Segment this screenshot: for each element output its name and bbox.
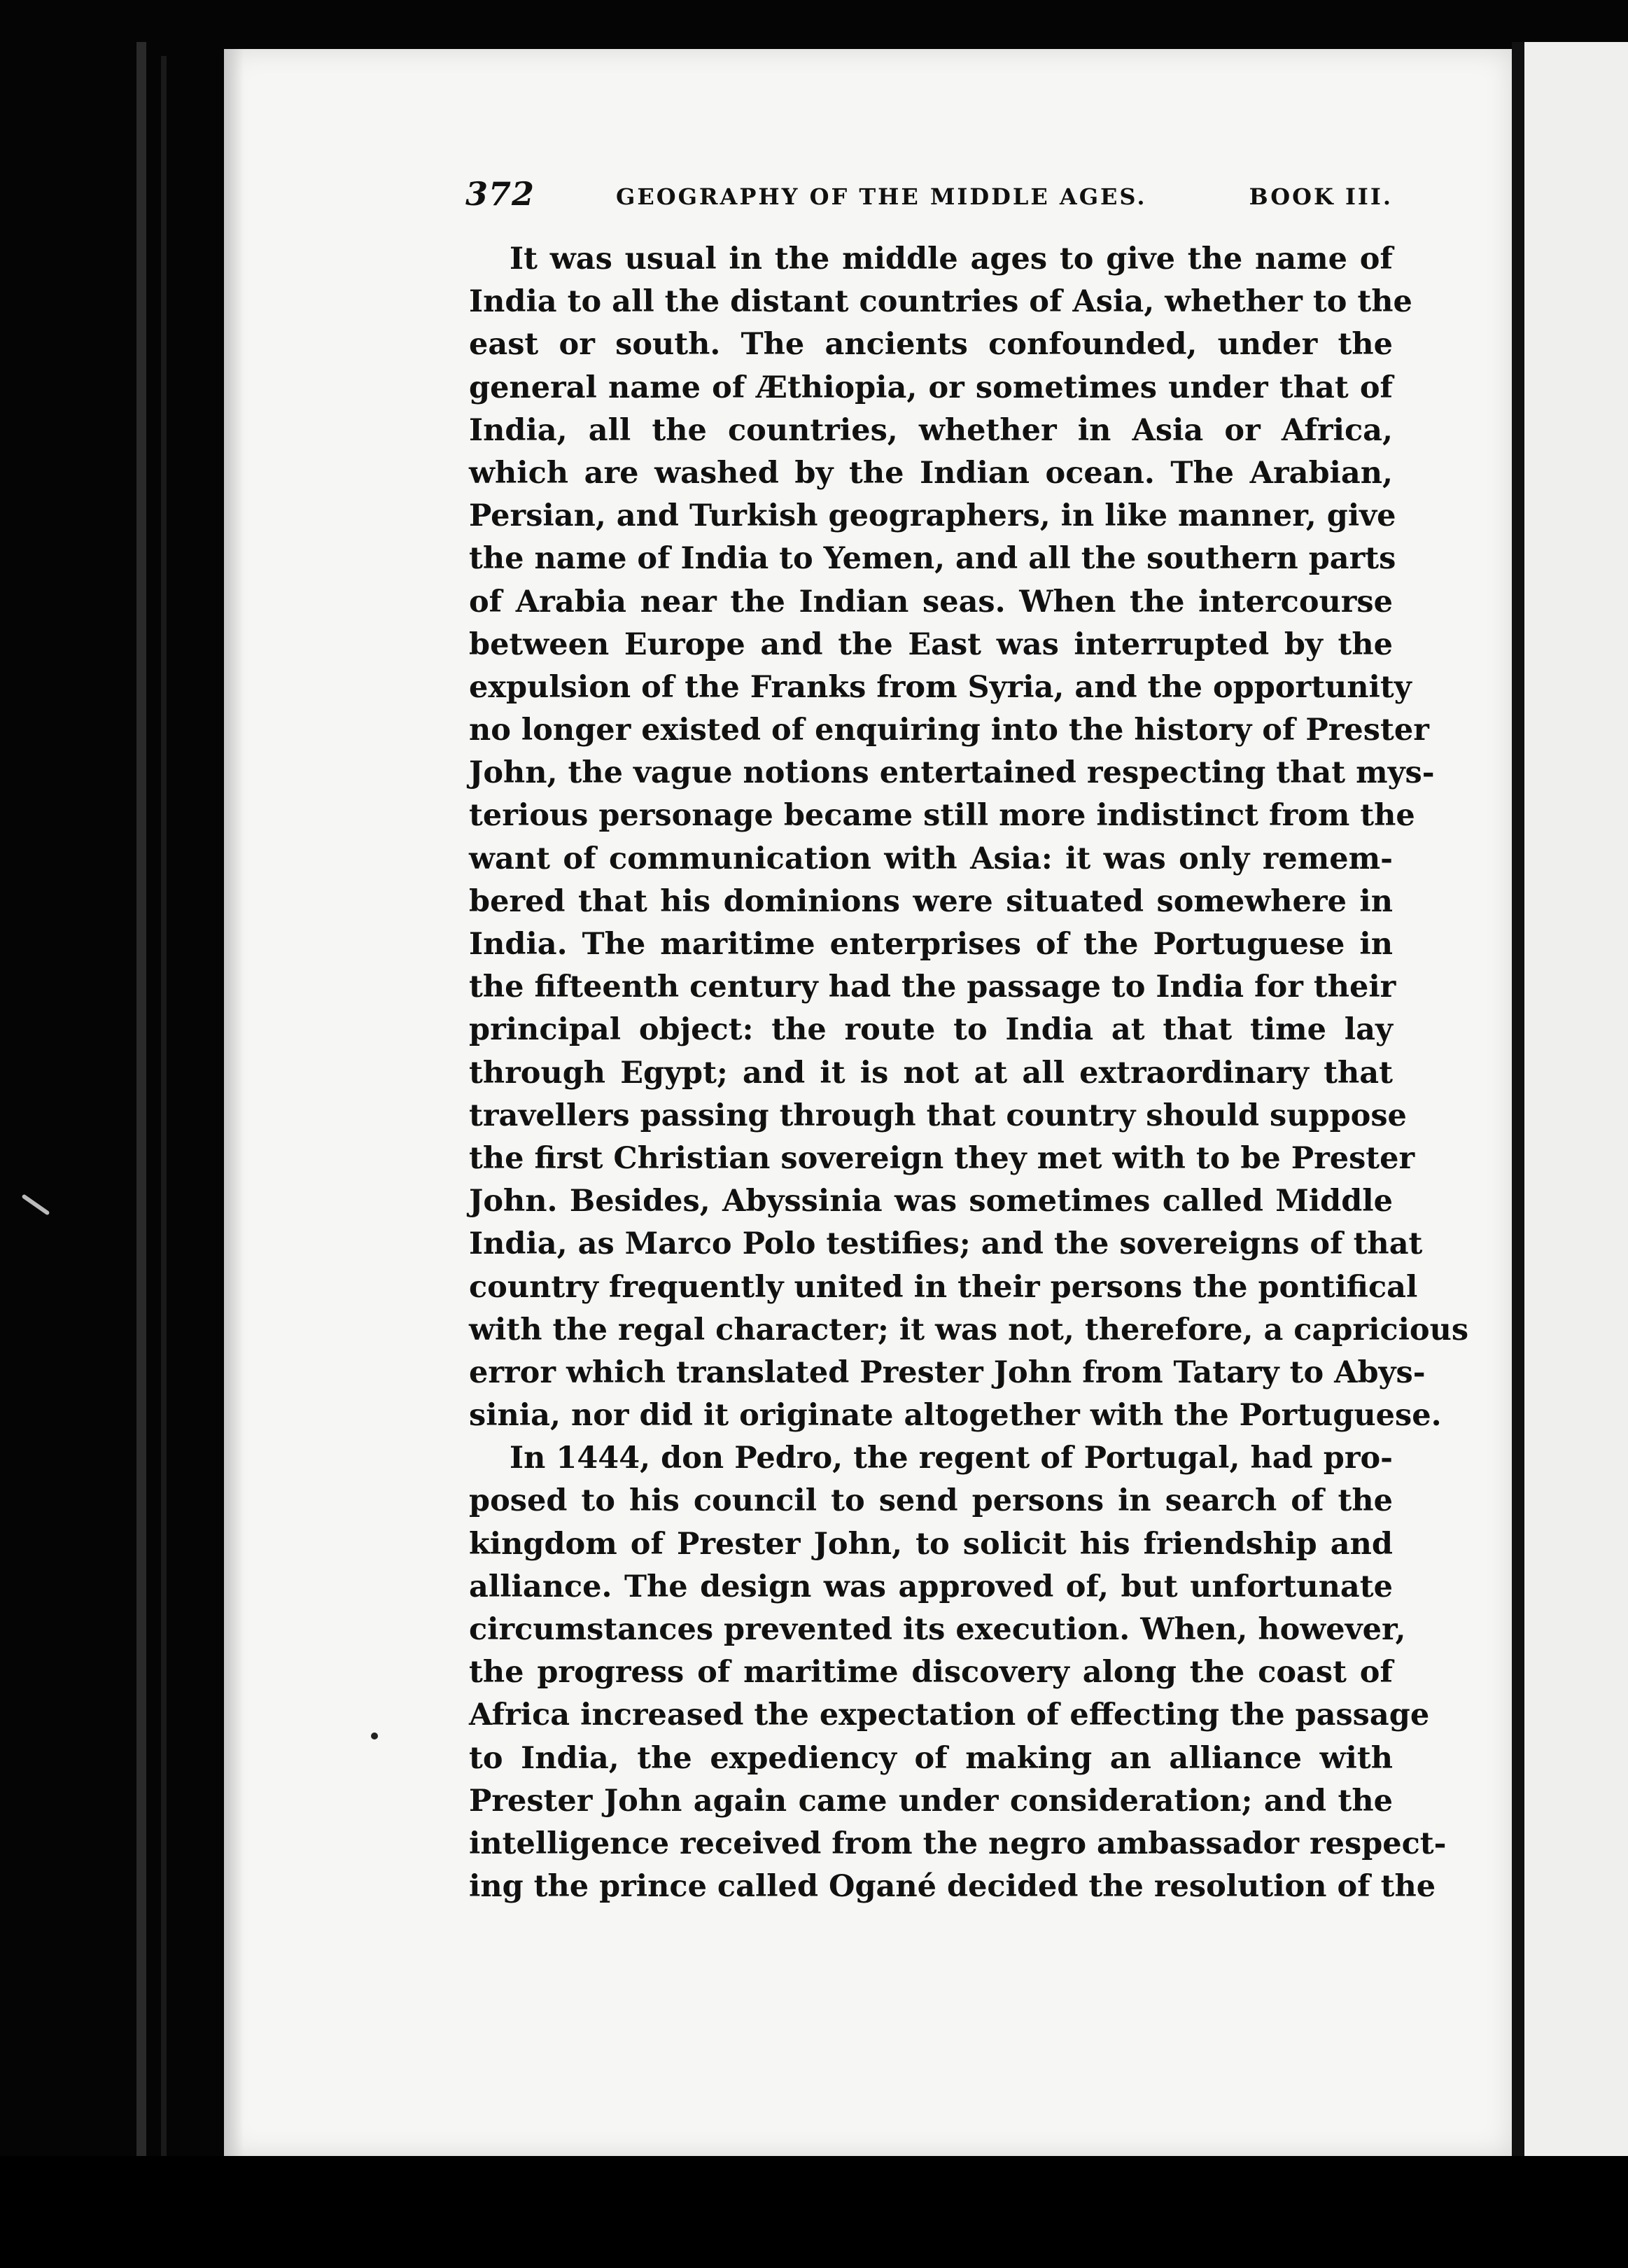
text-line: travellers passing through that country should suppose xyxy=(469,1098,1407,1133)
text-line: bered that his dominions were situated somewhere in xyxy=(469,883,1393,919)
text-line: the progress of maritime discovery along the coast of xyxy=(469,1655,1393,1690)
text-line: India to all the distant countries of Asia, whether to the xyxy=(469,284,1412,320)
text-line: to India, the expediency of making an alliance with xyxy=(469,1740,1393,1776)
text-line: error which translated Prester John from Tatary to Abys- xyxy=(469,1354,1426,1390)
running-header xyxy=(465,175,1393,224)
running-title: GEOGRAPHY OF THE MIDDLE AGES. xyxy=(616,183,1147,210)
text-line: kingdom of Prester John, to solicit his friendship and xyxy=(469,1526,1393,1562)
page-number: 372 xyxy=(465,175,535,213)
binding-edge-inner xyxy=(161,56,167,2198)
text-line: Africa increased the expectation of effecting the passage xyxy=(469,1698,1430,1733)
text-line: It was usual in the middle ages to give the name of xyxy=(510,241,1393,276)
text-line: with the regal character; it was not, therefore, a capricious xyxy=(469,1312,1469,1348)
paragraph xyxy=(469,1437,1447,1908)
text-line: the fifteenth century had the passage to India for their xyxy=(469,969,1396,1005)
text-line: Prester John again came under consideration; and the xyxy=(469,1783,1393,1819)
text-line: east or south. The ancients confounded, under the xyxy=(469,327,1393,363)
adjacent-page-edge xyxy=(1512,42,1524,2184)
text-line: John, the vague notions entertained respecting that mys- xyxy=(469,755,1435,791)
text-line: intelligence received from the negro ambassador respect- xyxy=(469,1826,1447,1861)
text-line: the name of India to Yemen, and all the southern parts xyxy=(469,541,1396,577)
text-line: ing the prince called Ogané decided the resolution of the xyxy=(469,1869,1436,1905)
text-line: through Egypt; and it is not at all extraordinary that xyxy=(469,1055,1393,1091)
text-line: the first Christian sovereign they met with to be Prester xyxy=(469,1140,1415,1176)
text-line: expulsion of the Franks from Syria, and the opportunity xyxy=(469,669,1412,705)
text-line: principal object: the route to India at that time lay xyxy=(469,1012,1393,1048)
body-text xyxy=(469,238,1469,1908)
paragraph xyxy=(469,238,1469,1437)
text-line: Persian, and Turkish geographers, in like manner, give xyxy=(469,498,1396,534)
book-label: BOOK III. xyxy=(1249,183,1393,210)
text-line: between Europe and the East was interrupted by the xyxy=(469,626,1393,662)
text-line: India. The maritime enterprises of the Portuguese in xyxy=(469,927,1393,962)
text-line: India, as Marco Polo testifies; and the sovereigns of that xyxy=(469,1226,1423,1262)
text-line: posed to his council to send persons in search of the xyxy=(469,1483,1393,1519)
text-line: circumstances prevented its execution. When, however, xyxy=(469,1612,1406,1647)
text-line: alliance. The design was approved of, but unfortunate xyxy=(469,1569,1393,1604)
text-line: of Arabia near the Indian seas. When the intercourse xyxy=(469,584,1393,620)
text-line: country frequently united in their persons the pontifical xyxy=(469,1269,1418,1305)
text-line: no longer existed of enquiring into the history of Prester xyxy=(469,713,1429,748)
adjacent-page xyxy=(1524,42,1628,2184)
text-line: In 1444, don Pedro, the regent of Portugal, had pro- xyxy=(510,1441,1393,1476)
page-gutter-shadow xyxy=(224,49,244,2156)
text-line: terious personage became still more indistinct from the xyxy=(469,798,1415,834)
scan-speck xyxy=(371,1732,378,1740)
text-line: India, all the countries, whether in Asia or Africa, xyxy=(469,412,1393,448)
text-line: which are washed by the Indian ocean. The Arabian, xyxy=(469,455,1393,491)
text-line: want of communication with Asia: it was only remem- xyxy=(469,841,1393,876)
text-line: sinia, nor did it originate altogether with the Portuguese. xyxy=(469,1398,1442,1434)
text-line: John. Besides, Abyssinia was sometimes called Middle xyxy=(469,1184,1393,1219)
scan-bottom-border xyxy=(0,2156,1628,2268)
binding-edge xyxy=(136,42,146,2212)
text-line: general name of Æthiopia, or sometimes under that of xyxy=(469,370,1393,405)
